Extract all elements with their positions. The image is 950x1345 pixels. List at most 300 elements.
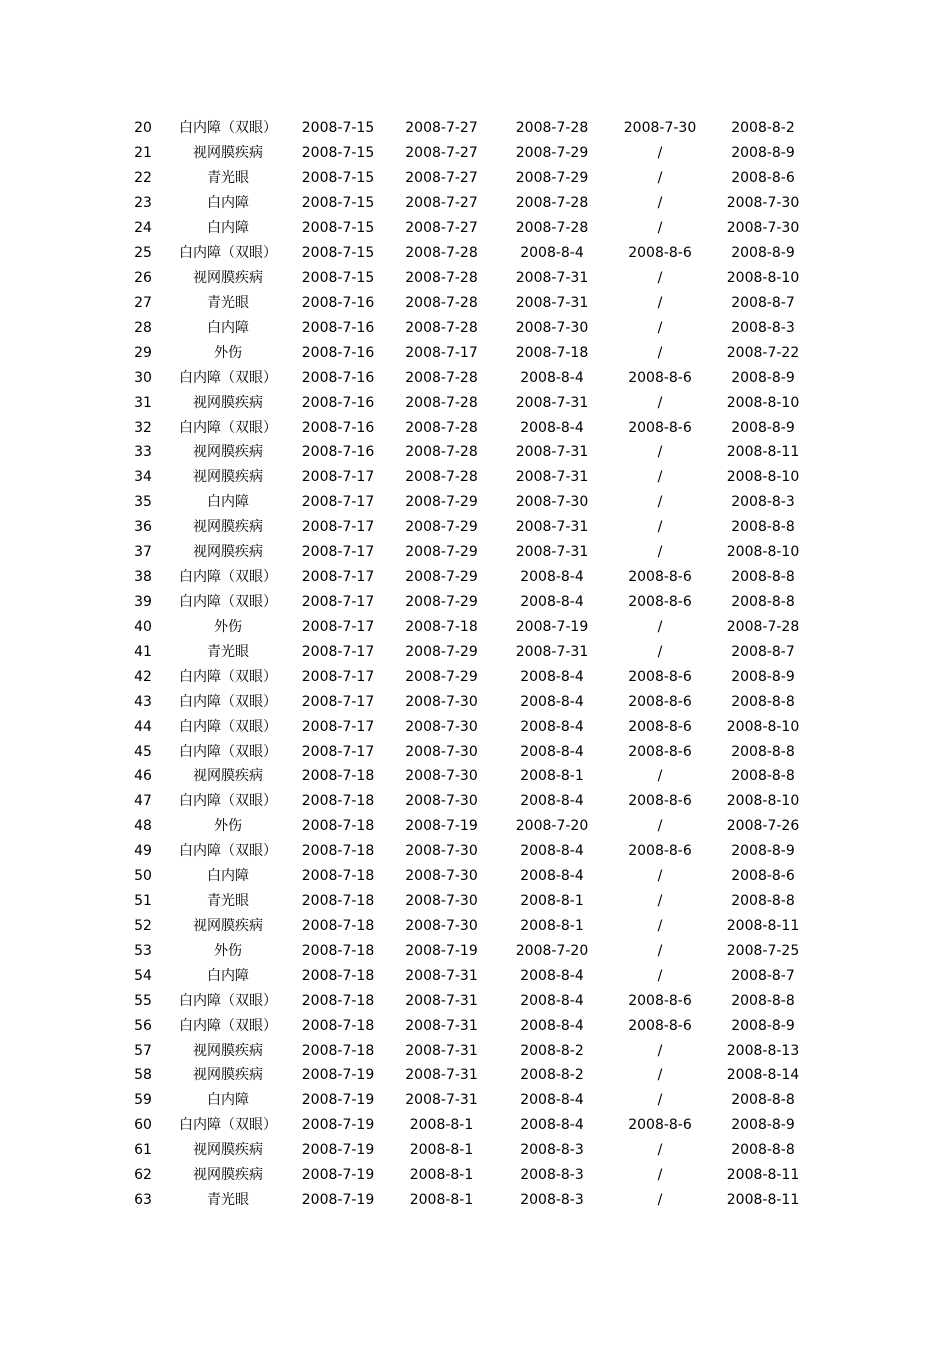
date-cell: 2008-8-8	[731, 1142, 795, 1159]
row-number-cell: 58	[134, 1067, 152, 1084]
date-cell: 2008-8-4	[520, 992, 584, 1009]
date-cell: 2008-7-31	[405, 1042, 478, 1059]
date-cell: 2008-7-16	[301, 419, 375, 436]
date-cell: /	[657, 618, 663, 635]
date-cell: 2008-7-18	[515, 344, 589, 361]
table-row	[118, 540, 815, 565]
date-cell: 2008-8-6	[731, 868, 795, 885]
table-row	[118, 290, 815, 315]
date-cell: 2008-7-30	[405, 893, 478, 910]
table-row	[118, 1038, 815, 1063]
date-cell: /	[657, 469, 663, 486]
date-cell: 2008-8-4	[520, 967, 584, 984]
date-cell: 2008-8-6	[628, 743, 692, 760]
row-number-cell: 51	[134, 893, 152, 910]
date-cell: 2008-7-18	[301, 868, 375, 885]
date-cell: 2008-8-10	[726, 544, 800, 561]
date-cell: 2008-7-30	[515, 319, 589, 336]
date-cell: /	[657, 544, 663, 561]
date-cell: 2008-8-2	[731, 120, 795, 137]
date-cell: /	[657, 519, 663, 536]
date-cell: 2008-8-4	[520, 569, 584, 586]
table-row	[118, 1013, 815, 1038]
date-cell: 2008-7-15	[301, 220, 375, 237]
date-cell: 2008-7-28	[405, 444, 478, 461]
date-cell: 2008-8-7	[731, 294, 795, 311]
date-cell: 2008-8-2	[520, 1067, 584, 1084]
date-cell: 2008-8-6	[628, 668, 692, 685]
date-cell: 2008-7-27	[405, 195, 478, 212]
date-cell: /	[657, 444, 663, 461]
diagnosis-cell: 白内障（双眼）	[179, 743, 277, 760]
date-cell: 2008-8-3	[520, 1192, 584, 1209]
date-cell: 2008-7-17	[301, 618, 375, 635]
diagnosis-cell: 白内障	[207, 1092, 249, 1109]
date-cell: 2008-7-31	[515, 269, 589, 286]
date-cell: 2008-8-7	[731, 643, 795, 660]
diagnosis-cell: 视网膜疾病	[193, 1167, 263, 1184]
date-cell: 2008-7-26	[726, 818, 800, 835]
row-number-cell: 50	[134, 868, 152, 885]
date-cell: /	[657, 170, 663, 187]
row-number-cell: 24	[134, 220, 152, 237]
date-cell: /	[657, 1192, 663, 1209]
diagnosis-cell: 白内障（双眼）	[179, 569, 277, 586]
row-number-cell: 63	[134, 1192, 152, 1209]
table-row	[118, 1163, 815, 1188]
date-cell: 2008-8-9	[731, 145, 795, 162]
table-row	[118, 440, 815, 465]
row-number-cell: 60	[134, 1117, 152, 1134]
date-cell: 2008-7-17	[301, 693, 375, 710]
date-cell: 2008-8-4	[520, 1117, 584, 1134]
diagnosis-cell: 视网膜疾病	[193, 1142, 263, 1159]
date-cell: 2008-8-4	[520, 668, 584, 685]
date-cell: 2008-8-1	[520, 893, 584, 910]
table-row	[118, 814, 815, 839]
date-cell: 2008-8-8	[731, 569, 795, 586]
date-cell: 2008-7-19	[515, 618, 589, 635]
date-cell: 2008-8-4	[520, 419, 584, 436]
row-number-cell: 29	[134, 344, 152, 361]
date-cell: /	[657, 195, 663, 212]
date-cell: 2008-8-11	[726, 1192, 800, 1209]
date-cell: 2008-7-31	[405, 1017, 478, 1034]
date-cell: 2008-7-18	[301, 893, 375, 910]
date-cell: 2008-8-4	[520, 593, 584, 610]
date-cell: 2008-7-28	[405, 394, 478, 411]
row-number-cell: 32	[134, 419, 152, 436]
date-cell: 2008-7-19	[301, 1142, 375, 1159]
date-cell: 2008-7-31	[515, 544, 589, 561]
date-cell: 2008-8-7	[731, 967, 795, 984]
row-number-cell: 41	[134, 643, 152, 660]
date-cell: 2008-7-29	[405, 593, 478, 610]
date-cell: 2008-7-15	[301, 195, 375, 212]
date-cell: 2008-7-27	[405, 120, 478, 137]
row-number-cell: 31	[134, 394, 152, 411]
date-cell: 2008-8-1	[409, 1192, 474, 1209]
row-number-cell: 40	[134, 618, 152, 635]
date-cell: 2008-8-3	[520, 1142, 584, 1159]
table-row	[118, 465, 815, 490]
date-cell: 2008-7-28	[405, 245, 478, 262]
date-cell: /	[657, 768, 663, 785]
date-cell: 2008-7-29	[405, 544, 478, 561]
diagnosis-cell: 白内障（双眼）	[179, 793, 277, 810]
date-cell: 2008-8-1	[409, 1142, 474, 1159]
date-cell: 2008-7-19	[405, 818, 478, 835]
table-row	[118, 590, 815, 615]
date-cell: 2008-7-28	[515, 120, 589, 137]
table-row	[118, 1063, 815, 1088]
date-cell: 2008-7-30	[405, 793, 478, 810]
table-row	[118, 938, 815, 963]
table-row	[118, 639, 815, 664]
date-cell: 2008-7-18	[301, 793, 375, 810]
row-number-cell: 36	[134, 519, 152, 536]
row-number-cell: 43	[134, 693, 152, 710]
diagnosis-cell: 白内障（双眼）	[179, 245, 277, 262]
table-row	[118, 864, 815, 889]
date-cell: 2008-7-27	[405, 145, 478, 162]
date-cell: 2008-8-1	[409, 1117, 474, 1134]
diagnosis-cell: 白内障	[207, 967, 249, 984]
date-cell: 2008-7-16	[301, 319, 375, 336]
date-cell: 2008-8-4	[520, 1017, 584, 1034]
date-cell: 2008-8-6	[628, 992, 692, 1009]
date-cell: 2008-8-3	[731, 494, 795, 511]
date-cell: 2008-7-15	[301, 145, 375, 162]
date-cell: 2008-7-29	[515, 170, 589, 187]
date-cell: 2008-7-17	[301, 544, 375, 561]
diagnosis-cell: 白内障	[207, 220, 249, 237]
date-cell: 2008-7-30	[405, 868, 478, 885]
table-row	[118, 315, 815, 340]
date-cell: /	[657, 868, 663, 885]
date-cell: 2008-8-4	[520, 743, 584, 760]
date-cell: 2008-8-14	[726, 1067, 800, 1084]
diagnosis-cell: 白内障	[207, 319, 249, 336]
date-cell: 2008-8-4	[520, 1092, 584, 1109]
date-cell: 2008-8-4	[520, 843, 584, 860]
date-cell: /	[657, 818, 663, 835]
date-cell: 2008-7-29	[405, 668, 478, 685]
date-cell: 2008-7-17	[301, 668, 375, 685]
diagnosis-cell: 青光眼	[207, 1192, 249, 1209]
diagnosis-cell: 视网膜疾病	[193, 444, 263, 461]
row-number-cell: 52	[134, 917, 152, 934]
date-cell: 2008-8-8	[731, 1092, 795, 1109]
table-row	[118, 1188, 815, 1213]
date-cell: 2008-7-18	[301, 843, 375, 860]
table-row	[118, 1138, 815, 1163]
diagnosis-cell: 视网膜疾病	[193, 1067, 263, 1084]
table-row	[118, 490, 815, 515]
date-cell: 2008-7-30	[405, 917, 478, 934]
date-cell: 2008-7-27	[405, 220, 478, 237]
date-cell: 2008-7-15	[301, 120, 375, 137]
date-cell: 2008-8-8	[731, 519, 795, 536]
diagnosis-cell: 白内障（双眼）	[179, 1017, 277, 1034]
date-cell: 2008-7-28	[515, 220, 589, 237]
date-cell: 2008-7-18	[301, 818, 375, 835]
diagnosis-cell: 白内障（双眼）	[179, 1117, 277, 1134]
date-cell: /	[657, 269, 663, 286]
date-cell: /	[657, 494, 663, 511]
date-cell: 2008-7-18	[301, 1042, 375, 1059]
date-cell: 2008-7-30	[623, 120, 697, 137]
table-row	[118, 789, 815, 814]
diagnosis-cell: 白内障（双眼）	[179, 593, 277, 610]
date-cell: 2008-7-30	[405, 718, 478, 735]
date-cell: 2008-8-10	[726, 269, 800, 286]
date-cell: 2008-8-4	[520, 369, 584, 386]
diagnosis-cell: 白内障	[207, 868, 249, 885]
date-cell: 2008-7-29	[405, 569, 478, 586]
date-cell: /	[657, 294, 663, 311]
date-cell: 2008-7-28	[405, 419, 478, 436]
date-cell: 2008-7-20	[515, 818, 589, 835]
date-cell: /	[657, 942, 663, 959]
date-cell: 2008-7-16	[301, 294, 375, 311]
diagnosis-cell: 白内障（双眼）	[179, 843, 277, 860]
date-cell: 2008-7-19	[301, 1117, 375, 1134]
date-cell: 2008-7-19	[301, 1067, 375, 1084]
row-number-cell: 54	[134, 967, 152, 984]
date-cell: /	[657, 344, 663, 361]
date-cell: 2008-8-11	[726, 444, 800, 461]
date-cell: /	[657, 1167, 663, 1184]
date-cell: 2008-8-6	[628, 793, 692, 810]
date-cell: 2008-7-16	[301, 394, 375, 411]
date-cell: 2008-8-6	[628, 419, 692, 436]
date-cell: 2008-7-18	[301, 768, 375, 785]
row-number-cell: 39	[134, 593, 152, 610]
date-cell: 2008-7-20	[515, 942, 589, 959]
row-number-cell: 34	[134, 469, 152, 486]
date-cell: /	[657, 220, 663, 237]
date-cell: 2008-8-10	[726, 793, 800, 810]
date-cell: 2008-8-10	[726, 718, 800, 735]
diagnosis-cell: 白内障（双眼）	[179, 369, 277, 386]
date-cell: 2008-7-28	[405, 294, 478, 311]
row-number-cell: 55	[134, 992, 152, 1009]
row-number-cell: 22	[134, 170, 152, 187]
date-cell: 2008-7-15	[301, 245, 375, 262]
date-cell: 2008-8-6	[628, 718, 692, 735]
date-cell: 2008-7-18	[301, 942, 375, 959]
date-cell: 2008-8-2	[520, 1042, 584, 1059]
date-cell: 2008-7-18	[405, 618, 478, 635]
date-cell: 2008-8-8	[731, 593, 795, 610]
date-cell: 2008-7-31	[515, 394, 589, 411]
date-cell: 2008-7-17	[301, 643, 375, 660]
diagnosis-cell: 白内障	[207, 494, 249, 511]
diagnosis-cell: 白内障（双眼）	[179, 718, 277, 735]
date-cell: /	[657, 1067, 663, 1084]
date-cell: /	[657, 145, 663, 162]
row-number-cell: 56	[134, 1017, 152, 1034]
date-cell: /	[657, 394, 663, 411]
date-cell: 2008-7-19	[301, 1192, 375, 1209]
date-cell: 2008-8-13	[726, 1042, 800, 1059]
date-cell: 2008-7-30	[515, 494, 589, 511]
row-number-cell: 62	[134, 1167, 152, 1184]
date-cell: 2008-7-27	[405, 170, 478, 187]
row-number-cell: 35	[134, 494, 152, 511]
date-cell: 2008-7-30	[405, 843, 478, 860]
date-cell: 2008-8-6	[628, 843, 692, 860]
diagnosis-cell: 青光眼	[207, 893, 249, 910]
date-cell: 2008-7-30	[726, 195, 800, 212]
row-number-cell: 42	[134, 668, 152, 685]
date-cell: 2008-8-4	[520, 793, 584, 810]
table-row	[118, 390, 815, 415]
table-row	[118, 565, 815, 590]
diagnosis-cell: 青光眼	[207, 170, 249, 187]
date-cell: 2008-7-31	[515, 519, 589, 536]
date-cell: 2008-7-31	[515, 294, 589, 311]
diagnosis-cell: 外伤	[214, 942, 242, 959]
row-number-cell: 57	[134, 1042, 152, 1059]
date-cell: 2008-8-6	[628, 245, 692, 262]
date-cell: /	[657, 319, 663, 336]
date-cell: 2008-7-17	[405, 344, 478, 361]
row-number-cell: 49	[134, 843, 152, 860]
date-cell: 2008-7-19	[301, 1167, 375, 1184]
row-number-cell: 37	[134, 544, 152, 561]
date-cell: /	[657, 1042, 663, 1059]
date-cell: 2008-8-1	[409, 1167, 474, 1184]
date-cell: 2008-7-28	[405, 319, 478, 336]
date-cell: 2008-8-8	[731, 992, 795, 1009]
table-row	[118, 664, 815, 689]
date-cell: 2008-7-29	[405, 643, 478, 660]
date-cell: 2008-7-30	[405, 743, 478, 760]
date-cell: 2008-8-4	[520, 718, 584, 735]
diagnosis-cell: 青光眼	[207, 294, 249, 311]
date-cell: /	[657, 1142, 663, 1159]
date-cell: 2008-8-6	[628, 1117, 692, 1134]
date-cell: 2008-8-11	[726, 1167, 800, 1184]
date-cell: 2008-8-1	[520, 917, 584, 934]
table-row	[118, 739, 815, 764]
date-cell: 2008-7-17	[301, 519, 375, 536]
table-row	[118, 365, 815, 390]
row-number-cell: 23	[134, 195, 152, 212]
row-number-cell: 53	[134, 942, 152, 959]
date-cell: 2008-7-18	[301, 917, 375, 934]
patient-schedule-table	[118, 116, 815, 1213]
row-number-cell: 33	[134, 444, 152, 461]
date-cell: 2008-8-6	[628, 593, 692, 610]
date-cell: /	[657, 893, 663, 910]
date-cell: 2008-7-29	[405, 519, 478, 536]
date-cell: 2008-8-9	[731, 245, 795, 262]
date-cell: 2008-8-9	[731, 668, 795, 685]
diagnosis-cell: 视网膜疾病	[193, 1042, 263, 1059]
date-cell: 2008-7-16	[301, 344, 375, 361]
row-number-cell: 46	[134, 768, 152, 785]
date-cell: 2008-7-16	[301, 369, 375, 386]
table-row	[118, 1113, 815, 1138]
date-cell: 2008-8-8	[731, 743, 795, 760]
date-cell: 2008-7-15	[301, 170, 375, 187]
diagnosis-cell: 视网膜疾病	[193, 917, 263, 934]
table-row	[118, 988, 815, 1013]
diagnosis-cell: 外伤	[214, 818, 242, 835]
date-cell: 2008-7-30	[405, 768, 478, 785]
diagnosis-cell: 外伤	[214, 618, 242, 635]
date-cell: 2008-8-4	[520, 693, 584, 710]
date-cell: 2008-7-30	[405, 693, 478, 710]
diagnosis-cell: 视网膜疾病	[193, 768, 263, 785]
date-cell: 2008-8-3	[520, 1167, 584, 1184]
diagnosis-cell: 白内障（双眼）	[179, 120, 277, 137]
date-cell: 2008-7-16	[301, 444, 375, 461]
diagnosis-cell: 白内障（双眼）	[179, 992, 277, 1009]
date-cell: 2008-7-17	[301, 494, 375, 511]
table-row	[118, 241, 815, 266]
date-cell: 2008-7-19	[301, 1092, 375, 1109]
table-row	[118, 614, 815, 639]
table-row	[118, 839, 815, 864]
date-cell: 2008-7-17	[301, 569, 375, 586]
date-cell: 2008-7-31	[405, 1067, 478, 1084]
row-number-cell: 28	[134, 319, 152, 336]
date-cell: 2008-7-31	[405, 967, 478, 984]
row-number-cell: 20	[134, 120, 152, 137]
date-cell: 2008-7-31	[405, 992, 478, 1009]
date-cell: 2008-7-31	[515, 444, 589, 461]
table-row	[118, 714, 815, 739]
date-cell: 2008-7-29	[515, 145, 589, 162]
date-cell: 2008-7-15	[301, 269, 375, 286]
date-cell: /	[657, 1092, 663, 1109]
date-cell: 2008-7-17	[301, 469, 375, 486]
row-number-cell: 26	[134, 269, 152, 286]
date-cell: 2008-7-28	[515, 195, 589, 212]
table-row	[118, 340, 815, 365]
date-cell: 2008-8-9	[731, 369, 795, 386]
table-row	[118, 266, 815, 291]
diagnosis-cell: 白内障	[207, 195, 249, 212]
date-cell: 2008-7-18	[301, 967, 375, 984]
date-cell: 2008-7-30	[726, 220, 800, 237]
diagnosis-cell: 视网膜疾病	[193, 269, 263, 286]
table-row	[118, 914, 815, 939]
date-cell: 2008-7-28	[405, 369, 478, 386]
date-cell: 2008-7-31	[515, 469, 589, 486]
date-cell: 2008-7-18	[301, 992, 375, 1009]
date-cell: 2008-7-18	[301, 1017, 375, 1034]
date-cell: 2008-7-29	[405, 494, 478, 511]
table-row	[118, 191, 815, 216]
date-cell: /	[657, 643, 663, 660]
diagnosis-cell: 视网膜疾病	[193, 519, 263, 536]
date-cell: 2008-8-6	[628, 369, 692, 386]
diagnosis-cell: 白内障（双眼）	[179, 668, 277, 685]
diagnosis-cell: 白内障（双眼）	[179, 419, 277, 436]
date-cell: 2008-8-8	[731, 893, 795, 910]
row-number-cell: 30	[134, 369, 152, 386]
date-cell: 2008-7-31	[515, 643, 589, 660]
date-cell: 2008-7-22	[726, 344, 800, 361]
table-row	[118, 141, 815, 166]
date-cell: 2008-8-10	[726, 469, 800, 486]
row-number-cell: 21	[134, 145, 152, 162]
